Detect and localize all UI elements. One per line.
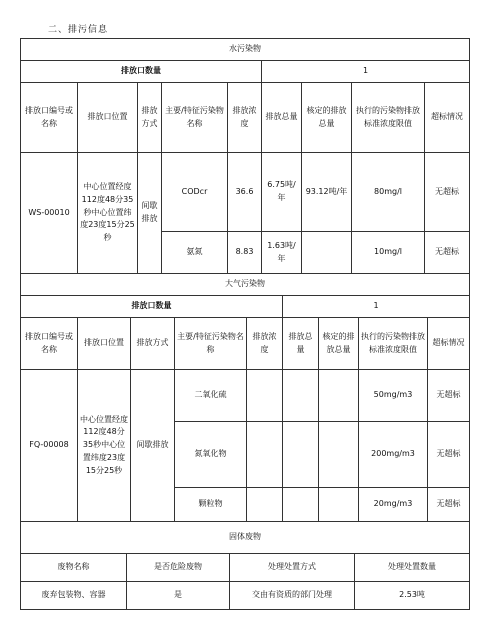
air-header-total: 排放总量 [283,318,319,370]
table-cell: 无超标 [428,422,470,488]
air-header-standard: 执行的污染物排放标准浓度限值 [359,318,428,370]
table-cell: CODcr [162,153,228,232]
water-header-total: 排放总量 [262,83,302,153]
water-header-pollutant: 主要/特征污染物名称 [162,83,228,153]
water-header-method: 排放方式 [138,83,162,153]
water-outlet-id: WS-00010 [21,153,78,274]
air-outlet-location: 中心位置经度112度48分35秒中心位置纬度23度15分25秒 [78,370,131,522]
table-cell [283,488,319,522]
air-discharge-method: 间歇排放 [131,370,175,522]
section-heading: 二、排污信息 [48,25,109,35]
solid-section-title: 固体废物 [21,522,470,554]
water-header-outlet-id: 排放口编号或名称 [21,83,78,153]
table-cell: 无超标 [425,232,470,274]
water-outlet-count-label: 排放口数量 [21,61,262,83]
table-cell: 200mg/m3 [359,422,428,488]
table-cell: 93.12吨/年 [302,153,352,232]
table-cell: 交由有资质的部门处理 [230,582,355,610]
air-outlet-count-label: 排放口数量 [21,296,283,318]
air-outlet-id: FQ-00008 [21,370,78,522]
air-header-concentration: 排放浓度 [247,318,283,370]
air-header-location: 排放口位置 [78,318,131,370]
table-cell: 6.75吨/年 [262,153,302,232]
table-cell [283,370,319,422]
table-cell: 1.63吨/年 [262,232,302,274]
table-cell [247,370,283,422]
solid-header-name: 废物名称 [21,554,127,582]
water-discharge-method: 间歇排放 [138,153,162,274]
table-cell: 氮氧化物 [175,422,247,488]
table-cell: 氨氮 [162,232,228,274]
table-cell: 无超标 [428,370,470,422]
table-cell: 无超标 [425,153,470,232]
table-cell: 2.53吨 [355,582,470,610]
table-cell: 80mg/l [352,153,425,232]
solid-header-method: 处理处置方式 [230,554,355,582]
solid-waste-table [20,521,470,610]
table-cell: 10mg/l [352,232,425,274]
table-cell: 二氧化硫 [175,370,247,422]
air-pollutant-table [20,273,470,522]
table-cell: 8.83 [228,232,262,274]
water-section-title: 水污染物 [21,39,470,61]
air-outlet-count-value: 1 [283,296,470,318]
table-cell: 36.6 [228,153,262,232]
water-header-location: 排放口位置 [78,83,138,153]
air-header-method: 排放方式 [131,318,175,370]
water-header-exceed: 超标情况 [425,83,470,153]
water-header-approved: 核定的排放总量 [302,83,352,153]
solid-header-amount: 处理处置数量 [355,554,470,582]
table-cell [319,370,359,422]
air-header-approved: 核定的排放总量 [319,318,359,370]
water-outlet-count-value: 1 [262,61,470,83]
table-cell: 废弃包装物、容器 [21,582,127,610]
air-header-outlet-id: 排放口编号或名称 [21,318,78,370]
water-outlet-location: 中心位置经度112度48分35秒中心位置纬度23度15分25秒 [78,153,138,274]
solid-header-hazardous: 是否危险废物 [127,554,230,582]
table-cell: 颗粒物 [175,488,247,522]
air-section-title: 大气污染物 [21,274,470,296]
table-cell [247,422,283,488]
air-header-exceed: 超标情况 [428,318,470,370]
table-cell [247,488,283,522]
table-cell [319,488,359,522]
table-cell [283,422,319,488]
water-header-concentration: 排放浓度 [228,83,262,153]
table-cell: 20mg/m3 [359,488,428,522]
table-cell [319,422,359,488]
table-cell: 50mg/m3 [359,370,428,422]
water-header-standard: 执行的污染物排放标准浓度限值 [352,83,425,153]
air-header-pollutant: 主要/特征污染物名称 [175,318,247,370]
table-cell [302,232,352,274]
table-cell: 是 [127,582,230,610]
table-cell: 无超标 [428,488,470,522]
water-pollutant-table [20,38,470,274]
